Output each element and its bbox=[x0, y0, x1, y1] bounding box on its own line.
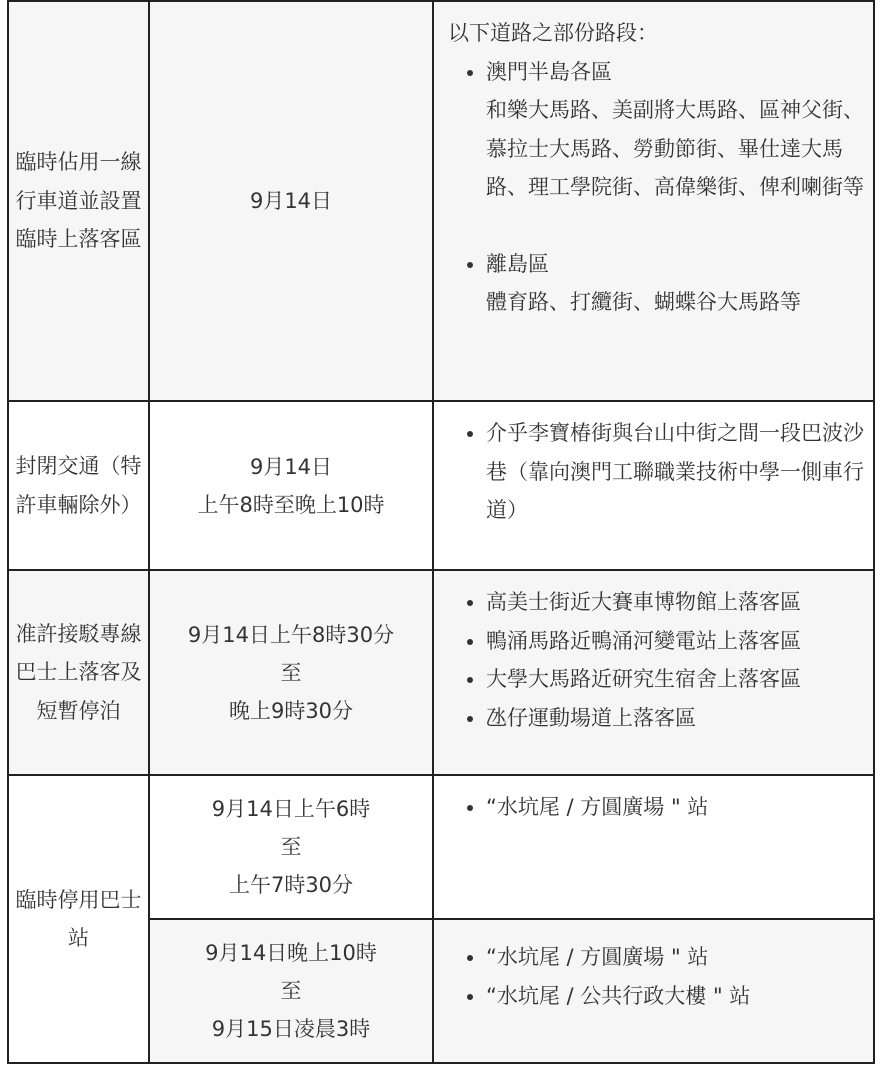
measure-locations bbox=[433, 1, 874, 401]
measure-time: 9月14日晚上10時 至 9月15日凌晨3時 bbox=[149, 919, 433, 1063]
table-row bbox=[8, 775, 874, 919]
measure-time: 9月14日 上午8時至晚上10時 bbox=[149, 401, 433, 570]
locations-list bbox=[448, 414, 865, 530]
table-row bbox=[8, 401, 874, 570]
list-item: • “水坑尾 / 方圓廣場 " 站 bbox=[486, 938, 865, 977]
locations-list bbox=[448, 53, 865, 322]
measure-time: 9月14日上午8時30分 至 晚上9時30分 bbox=[149, 570, 433, 775]
table-row bbox=[8, 1, 874, 401]
measure-time: 9月14日 bbox=[149, 1, 433, 401]
measure-locations bbox=[433, 919, 874, 1063]
measure-type: 准許接駁專線巴士上落客及短暫停泊 bbox=[8, 570, 149, 775]
list-item: • 高美士街近大賽車博物館上落客區 bbox=[486, 583, 865, 622]
measure-type: 臨時停用巴士站 bbox=[8, 775, 149, 1063]
measure-locations bbox=[433, 775, 874, 919]
measure-locations bbox=[433, 570, 874, 775]
locations-list bbox=[448, 938, 865, 1015]
traffic-measures-table bbox=[7, 0, 875, 1064]
list-item: • 氹仔運動場道上落客區 bbox=[486, 699, 865, 738]
list-item: • 離島區 體育路、打纜街、蝴蝶谷大馬路等 bbox=[486, 245, 865, 322]
table-row bbox=[8, 570, 874, 775]
measure-time: 9月14日上午6時 至 上午7時30分 bbox=[149, 775, 433, 919]
measure-locations bbox=[433, 401, 874, 570]
list-item: • 介乎李寶椿街與台山中街之間一段巴波沙巷（靠向澳門工聯職業技術中學一側車行道） bbox=[486, 414, 865, 530]
list-item: • 大學大馬路近研究生宿舍上落客區 bbox=[486, 660, 865, 699]
locations-list bbox=[448, 788, 865, 827]
locations-intro: 以下道路之部份路段： bbox=[448, 21, 658, 45]
list-item: • “水坑尾 / 公共行政大樓 " 站 bbox=[486, 977, 865, 1016]
measure-type: 封閉交通（特許車輛除外） bbox=[8, 401, 149, 570]
measure-type: 臨時佔用一線行車道並設置臨時上落客區 bbox=[8, 1, 149, 401]
locations-list bbox=[448, 583, 865, 737]
list-item: • “水坑尾 / 方圓廣場 " 站 bbox=[486, 788, 865, 827]
list-item: • 澳門半島各區 和樂大馬路、美副將大馬路、區神父街、慕拉士大馬路、勞動節街、畢仕達大馬路、理工學院街、高偉樂街、俾利喇街等 bbox=[486, 53, 865, 207]
list-item: • 鴨涌馬路近鴨涌河變電站上落客區 bbox=[486, 622, 865, 661]
